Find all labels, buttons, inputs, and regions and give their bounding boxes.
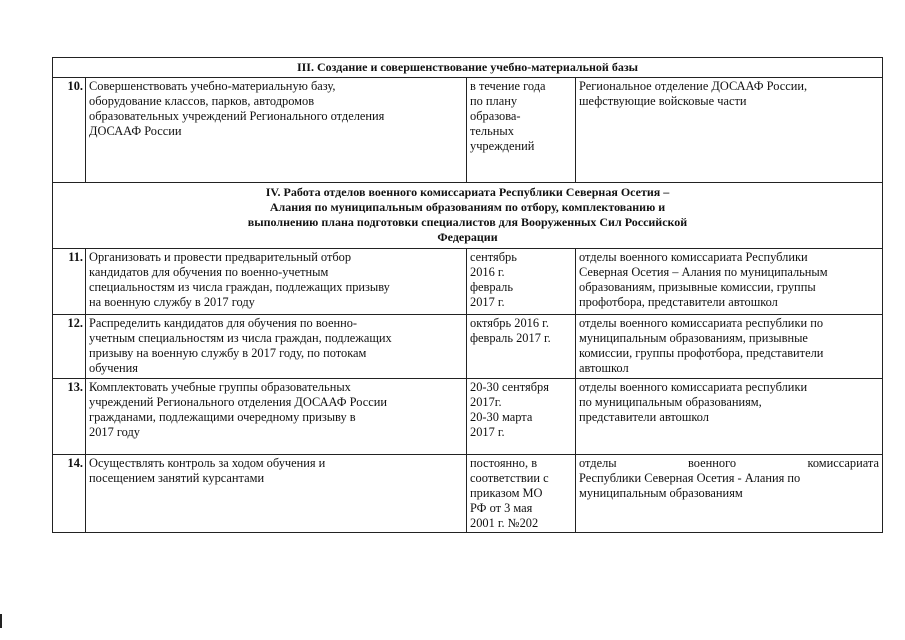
task-line: специальностям из числа граждан, подлежащих призыву: [89, 280, 390, 294]
term-line: учреждений: [470, 139, 535, 153]
responsible-line: отделы военного комиссариата республики: [579, 380, 808, 394]
responsible-line: профотбора, представители автошкол: [579, 295, 778, 309]
responsible-line: отделы военного комиссариата Республики: [579, 250, 808, 264]
section-title-line: Алания по муниципальным образованиям по отбору, комплектованию и: [269, 200, 666, 214]
term-line: 2017г.: [470, 395, 502, 409]
term-line: соответствии с: [470, 471, 549, 485]
section-header-row: [53, 58, 883, 78]
task-line: обучения: [89, 361, 138, 375]
section-3-title: [53, 58, 883, 78]
task-line: ДОСААФ России: [89, 124, 182, 138]
task-line: оборудование классов, парков, автодромов: [89, 94, 315, 108]
task-cell: [86, 315, 467, 379]
term-line: февраль 2017 г.: [470, 331, 551, 345]
table-row: [53, 379, 883, 455]
term-line: октябрь 2016 г.: [470, 316, 549, 330]
task-cell: [86, 379, 467, 455]
responsible-line: по муниципальным образованиям,: [579, 395, 762, 409]
task-line: призыву на военную службу в 2017 году, по потокам: [89, 346, 367, 360]
term-line: по плану: [470, 94, 518, 108]
table-row: [53, 315, 883, 379]
section-title-line: III. Создание и совершенствование учебно-материальной базы: [296, 60, 639, 74]
row-number: 11.: [53, 249, 86, 315]
row-number: 14.: [53, 455, 86, 533]
responsible-cell: [576, 249, 883, 315]
responsible-cell: [576, 315, 883, 379]
task-line: Распределить кандидатов для обучения по военно-: [89, 316, 358, 330]
task-line: Совершенствовать учебно-материальную базу,: [89, 79, 336, 93]
responsible-line: муниципальным образованиям: [579, 486, 743, 500]
term-cell: [467, 455, 576, 533]
task-line: Комплектовать учебные группы образовательных: [89, 380, 351, 394]
responsible-line: Республики Северная Осетия - Алания по: [579, 471, 801, 485]
task-cell: [86, 455, 467, 533]
term-line: 20-30 сентября: [470, 380, 549, 394]
task-line: 2017 году: [89, 425, 140, 439]
responsible-line: автошкол: [579, 361, 629, 375]
term-line: 2001 г. №202: [470, 516, 539, 530]
task-line: Осуществлять контроль за ходом обучения и: [89, 456, 326, 470]
task-line: Организовать и провести предварительный отбор: [89, 250, 352, 264]
responsible-line: комиссии, группы профотбора, представители: [579, 346, 824, 360]
responsible-line: отделы военного комиссариата республики по: [579, 316, 824, 330]
task-line: учетным специальностям из числа граждан, подлежащих: [89, 331, 392, 345]
term-line: постоянно, в: [470, 456, 538, 470]
responsible-line: Северная Осетия – Алания по муниципальным: [579, 265, 828, 279]
responsible-cell: [576, 455, 883, 533]
responsible-line: отделы военного комиссариата: [579, 456, 879, 470]
task-line: посещением занятий курсантами: [89, 471, 265, 485]
term-line: 20-30 марта: [470, 410, 533, 424]
responsible-cell: [576, 379, 883, 455]
section-title-line: выполнению плана подготовки специалистов для Вооруженных Сил Российской: [247, 215, 688, 229]
term-line: образова-: [470, 109, 521, 123]
term-cell: [467, 78, 576, 183]
term-line: приказом МО: [470, 486, 543, 500]
responsible-line: шефствующие войсковые части: [579, 94, 747, 108]
table-row: [53, 249, 883, 315]
term-line: 2017 г.: [470, 425, 505, 439]
term-cell: [467, 379, 576, 455]
term-line: февраль: [470, 280, 514, 294]
responsible-line: муниципальным образованиям, призывные: [579, 331, 808, 345]
section-title-line: IV. Работа отделов военного комиссариата Республики Северная Осетия –: [265, 185, 670, 199]
responsible-line: Региональное отделение ДОСААФ России,: [579, 79, 808, 93]
term-cell: [467, 315, 576, 379]
task-line: на военную службу в 2017 году: [89, 295, 255, 309]
task-line: гражданами, подлежащими очередному призыву в: [89, 410, 356, 424]
term-line: 2016 г.: [470, 265, 505, 279]
task-line: кандидатов для обучения по военно-учетным: [89, 265, 329, 279]
term-line: в течение года: [470, 79, 546, 93]
scan-edge-mark: [0, 614, 2, 628]
section-title-line: Федерации: [437, 230, 498, 244]
responsible-line: образованиям, призывные комиссии, группы: [579, 280, 816, 294]
table-row: [53, 455, 883, 533]
task-cell: [86, 78, 467, 183]
task-line: учреждений Регионального отделения ДОСААФ России: [89, 395, 387, 409]
term-line: тельных: [470, 124, 514, 138]
section-header-row: [53, 183, 883, 249]
term-line: 2017 г.: [470, 295, 505, 309]
term-cell: [467, 249, 576, 315]
term-line: сентябрь: [470, 250, 517, 264]
responsible-cell: [576, 78, 883, 183]
term-line: РФ от 3 мая: [470, 501, 533, 515]
section-4-title: [53, 183, 883, 249]
plan-table: [52, 57, 883, 533]
row-number: 10.: [53, 78, 86, 183]
task-line: образовательных учреждений Регионального отделения: [89, 109, 385, 123]
task-cell: [86, 249, 467, 315]
responsible-line: представители автошкол: [579, 410, 709, 424]
table-row: [53, 78, 883, 183]
row-number: 13.: [53, 379, 86, 455]
row-number: 12.: [53, 315, 86, 379]
